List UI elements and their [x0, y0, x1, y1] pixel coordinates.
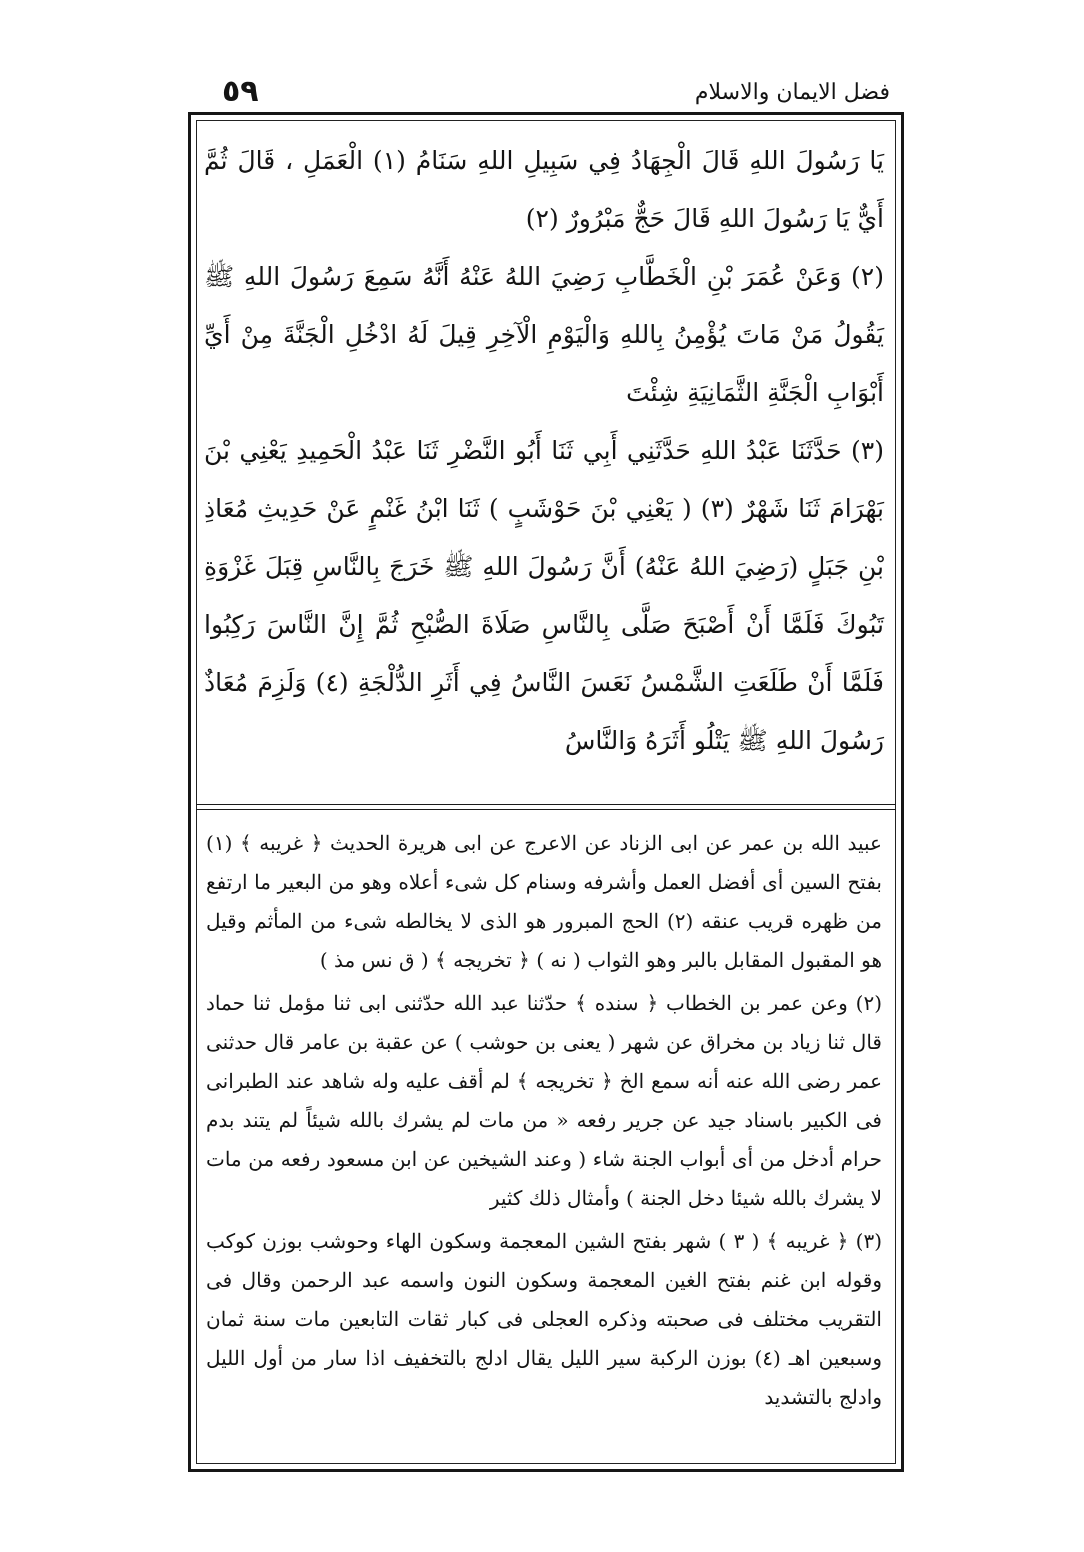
main-paragraph: يَا رَسُولَ اللهِ قَالَ الْجِهَادُ فِي سَبِيلِ اللهِ سَنَامُ (١) الْعَمَلِ ، قَالَ ثُمَّ أَيٌّ يَا رَسُولَ اللهِ قَالَ حَجٌّ مَبْرُورٌ (٢) [204, 146, 885, 233]
running-title: فضل الايمان والاسلام [694, 80, 890, 105]
page-number: ٥٩ [222, 74, 259, 109]
main-paragraph: (٣) حَدَّثَنَا عَبْدُ اللهِ حَدَّثَنِي أَبِي ثَنَا أَبُو النَّضْرِ ثَنَا عَبْدُ الْحَمِيدِ يَعْنِي بْنَ بَهْرَامَ ثَنَا شَهْرٌ (٣) ( يَعْنِي بْنَ حَوْشَبٍ ) ثَنَا ابْنُ غَنْمٍ عَنْ حَدِيثِ مُعَاذِ بْنِ جَبَلٍ (رَضِيَ اللهُ عَنْهُ) أَنَّ رَسُولَ اللهِ ﷺ خَرَجَ بِالنَّاسِ قِبَلَ غَزْوَةِ تَبُوكَ فَلَمَّا أَنْ أَصْبَحَ صَلَّى بِالنَّاسِ صَلَاةَ الصُّبْحِ ثُمَّ إِنَّ النَّاسَ رَكِبُوا فَلَمَّا أَنْ طَلَعَتِ الشَّمْسُ نَعَسَ النَّاسُ فِي أَثَرِ الدُّلْجَةِ (٤) وَلَزِمَ مُعَاذٌ رَسُولَ اللهِ ﷺ يَتْلُو أَثَرَهُ وَالنَّاسُ [204, 436, 884, 755]
footnote-paragraph: (٣) ﴿ غريبه ﴾ ( ٣ ) شهر بفتح الشين المعجمة وسكون الهاء وحوشب بوزن كوكب وقوله ابن غنم بفتح الغين المعجمة وسكون النون واسمه عبد الرحمن وقال فى التقريب مختلف فى صحبته وذكره العجلى فى كبار ثقات التابعين مات سنة ثمان وسبعين اهـ (٤) بوزن الركبة سير الليل يقال ادلج بالتخفيف اذا سار من أول الليل وادلج بالتشديد [206, 1229, 883, 1409]
footnote-divider [196, 809, 896, 810]
footnotes [206, 824, 882, 1417]
footnote-paragraph: (٢) وعن عمر بن الخطاب ﴿ سنده ﴾ حدّثنا عبد الله حدّثنى ابى ثنا مؤمل ثنا حماد قال ثنا زياد بن مخراق عن شهر ( يعنى بن حوشب ) عن عقبة بن عامر قال حدثنى عمر رضى الله عنه أنه سمع الخ ﴿ تخريجه ﴾ لم أقف عليه وله شاهد عند الطبرانى فى الكبير باسناد جيد عن جرير رفعه « من مات لم يشرك بالله شيئاً لم يتند بدم حرام أدخل من أى أبواب الجنة شاء ( وعند الشيخين عن ابن مسعود رفعه من مات لا يشرك بالله شيئا دخل الجنة ) وأمثال ذلك كثير [206, 991, 882, 1210]
page-header [190, 72, 910, 112]
main-paragraph: (٢) وَعَنْ عُمَرَ بْنِ الْخَطَّابِ رَضِيَ اللهُ عَنْهُ أَنَّهُ سَمِعَ رَسُولَ اللهِ ﷺ يَقُولُ مَنْ مَاتَ يُؤْمِنُ بِاللهِ وَالْيَوْمِ الْآخِرِ قِيلَ لَهُ ادْخُلِ الْجَنَّةَ مِنْ أَيِّ أَبْوَابِ الْجَنَّةِ الثَّمَانِيَةِ شِئْتَ [204, 262, 884, 407]
main-text [204, 132, 884, 770]
footnote-divider [196, 804, 896, 805]
footnote-paragraph: عبيد الله بن عمر عن ابى الزناد عن الاعرج عن ابى هريرة الحديث ﴿ غريبه ﴾ (١) بفتح السين أى أفضل العمل وأشرفه وسنام كل شىء أعلاه وهو من البعير ما ارتفع من ظهره قريب عنقه (٢) الحج المبرور هو الذى لا يخالطه شىء من المأثم وقيل هو المقبول المقابل بالبر وهو الثواب ( نه ) ﴿ تخريجه ﴾ ( ق نس مذ ) [206, 831, 882, 972]
